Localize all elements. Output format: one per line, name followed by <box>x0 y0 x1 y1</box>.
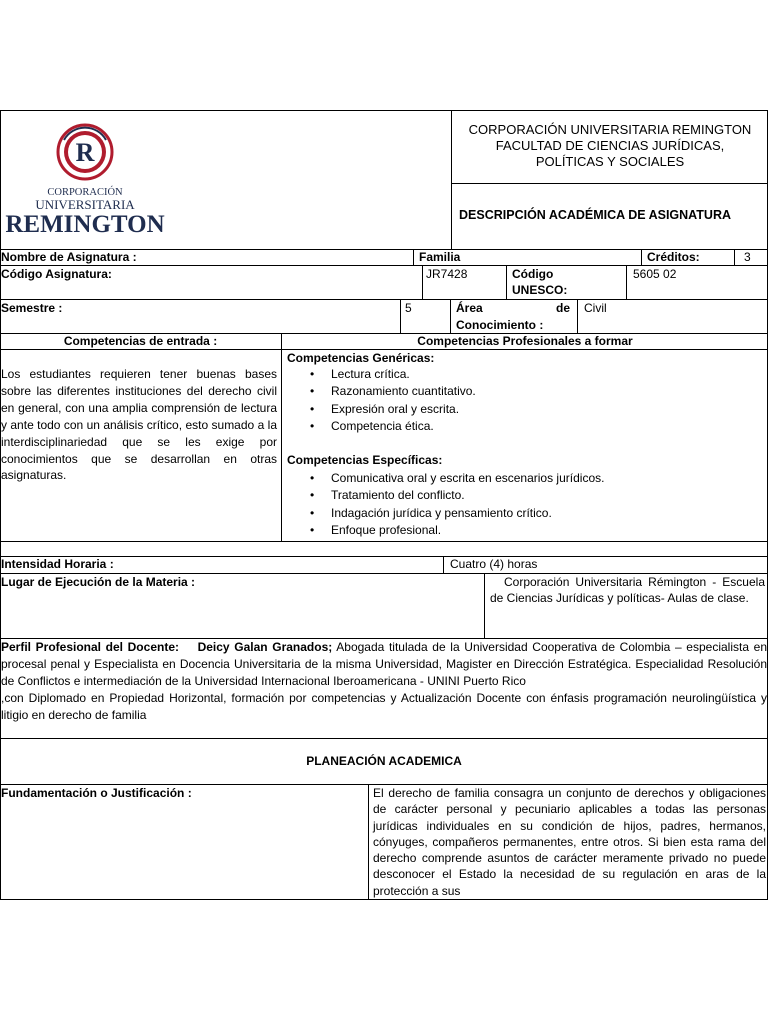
competencias-entrada-text: Los estudiantes requieren tener buenas bases sobre las diferentes instituciones del derecho civil en general, con una amplia comprensión de lectura y ante todo con un análisis crítico, esto sumado a la interdisciplinariedad que se les exige por conocimientos que se desarrollan en otras asignaturas. <box>1 367 277 483</box>
rule <box>506 265 507 299</box>
competencias-profesionales-header: Competencias Profesionales a formar <box>417 334 633 348</box>
fundamentacion-text: El derecho de familia consagra un conjunto de derechos y obligaciones de carácter personal y pecuniario aplicables a todas las personas jurídicas individuales en su condición de hijos, padres, hermanos, cónyuges, compañeros permanentes, entre otros. Si bien esta rama del derecho comprende asuntos de carácter meramente privado no puede desconocer el Estado la necesidad de su regulación en aras de la protección a sus <box>373 786 766 898</box>
competencias-especificas-list <box>287 470 604 539</box>
perfil-block <box>1 639 767 724</box>
rule <box>451 183 768 184</box>
codigo-label: Código Asignatura: <box>1 267 112 281</box>
rule <box>0 110 1 249</box>
planeacion-title: PLANEACIÓN ACADEMICA <box>306 754 462 768</box>
rule <box>0 541 768 542</box>
unesco-label-1: Código <box>512 267 554 281</box>
perfil-text-2: ,con Diplomado en Propiedad Horizontal, formación por competencias y Actualización Docente con énfasis programación neurolingüística y litigio en derecho de familia <box>1 691 767 722</box>
rule <box>400 299 401 333</box>
institution-line-1: CORPORACIÓN UNIVERSITARIA REMINGTON <box>468 122 752 137</box>
unesco-label-2: UNESCO: <box>512 283 568 297</box>
logo-text-remington: REMINGTON <box>5 211 165 238</box>
rule <box>0 110 768 111</box>
remington-logo <box>5 120 165 238</box>
rule <box>641 249 642 265</box>
institution-line-3: POLÍTICAS Y SOCIALES <box>535 154 685 169</box>
perfil-docente-name: Deicy Galan Granados; <box>197 640 333 654</box>
intensidad-value: Cuatro (4) horas <box>450 557 538 571</box>
list-item: • Competencia ética. <box>287 418 476 435</box>
list-item: • Comunicativa oral y escrita en escenarios jurídicos. <box>287 470 604 487</box>
nombre-label: Nombre de Asignatura : <box>1 250 137 264</box>
perfil-text-1: Abogada titulada de la Universidad Cooperativa de Colombia – especialista en procesal penal y Especialista en Docencia Universitaria de la misma Universidad, Magister en Dirección Estratégica. Especialidad Resolución de Conflictos e intermediación de la Universidad Internacional Iberoamericana - UNINI Puerto Rico <box>1 640 768 688</box>
rule <box>734 249 735 265</box>
rule <box>577 299 578 333</box>
semestre-label: Semestre : <box>1 301 63 315</box>
familia-label: Familia <box>419 250 461 264</box>
fundamentacion-label: Fundamentación o Justificación : <box>1 786 192 800</box>
rule <box>484 573 485 638</box>
semestre-value: 5 <box>405 301 412 315</box>
rule <box>0 556 768 557</box>
competencias-genericas-title: Competencias Genéricas: <box>287 351 435 365</box>
rule <box>422 265 423 299</box>
creditos-label: Créditos: <box>647 250 700 264</box>
rule <box>0 738 768 739</box>
list-item: • Lectura crítica. <box>287 366 476 383</box>
area-value: Civil <box>584 301 607 315</box>
perfil-label: Perfil Profesional del Docente: <box>1 640 179 654</box>
competencias-especificas-title: Competencias Específicas: <box>287 453 443 467</box>
logo-text-universitaria: UNIVERSITARIA <box>35 197 135 212</box>
list-item: • Enfoque profesional. <box>287 522 604 539</box>
area-label-2: Conocimiento : <box>456 318 544 332</box>
rule <box>0 899 768 900</box>
creditos-value: 3 <box>744 250 751 264</box>
rule <box>0 249 1 900</box>
list-item: • Tratamiento del conflicto. <box>287 487 604 504</box>
rule <box>443 556 444 573</box>
codigo-value: JR7428 <box>426 267 468 281</box>
competencias-entrada-header: Competencias de entrada : <box>63 334 218 348</box>
intensidad-label: Intensidad Horaria : <box>1 557 114 571</box>
list-item: • Indagación jurídica y pensamiento crítico. <box>287 505 604 522</box>
lugar-label: Lugar de Ejecución de la Materia : <box>1 575 196 589</box>
lugar-value: Corporación Universitaria Rémington - Escuela de Ciencias Jurídicas y políticas- Aulas de clase. <box>490 575 765 605</box>
area-label-de: de <box>556 301 571 315</box>
rule <box>0 299 768 300</box>
rule <box>368 784 369 900</box>
logo-seal-letter: R <box>75 138 95 167</box>
rule <box>626 265 627 299</box>
rule <box>281 333 282 541</box>
list-item: • Expresión oral y escrita. <box>287 401 476 418</box>
logo-text-corporacion: CORPORACIÓN <box>47 187 123 198</box>
area-label-1: Área <box>456 301 483 315</box>
rule <box>450 299 451 333</box>
competencias-genericas-list <box>287 366 476 435</box>
rule <box>413 249 414 265</box>
logo-seal <box>58 125 112 179</box>
list-item: • Razonamiento cuantitativo. <box>287 383 476 400</box>
document-title: DESCRIPCIÓN ACADÉMICA DE ASIGNATURA <box>459 208 731 222</box>
unesco-value: 5605 02 <box>633 267 677 281</box>
institution-line-2: FACULTAD DE CIENCIAS JURÍDICAS, <box>495 138 725 153</box>
